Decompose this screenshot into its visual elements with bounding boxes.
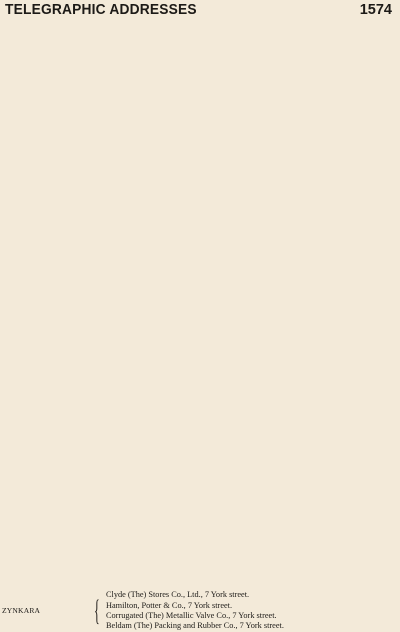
directory-entry — [2, 383, 400, 394]
directory-entry — [2, 469, 400, 480]
directory-entry — [2, 213, 400, 224]
directory-entry — [2, 341, 400, 352]
directory-entry — [2, 298, 400, 309]
directory-entry — [2, 53, 400, 64]
directory-entry — [2, 447, 400, 458]
bracketed-entry-group — [2, 590, 400, 631]
directory-entry — [2, 319, 400, 330]
group-line: Hamilton, Potter & Co., 7 York street. — [106, 600, 233, 610]
directory-entry — [2, 128, 400, 139]
directory-entry — [2, 170, 400, 181]
directory-entry — [2, 202, 400, 213]
directory-entry — [2, 96, 400, 107]
group-line: Clyde (The) Stores Co., Ltd., 7 York street. — [106, 590, 250, 600]
brace-icon: { — [94, 594, 100, 628]
directory-entry — [2, 117, 400, 128]
directory-entry — [2, 437, 400, 448]
directory-entry — [2, 245, 400, 256]
directory-entry — [2, 490, 400, 501]
directory-entry — [2, 160, 400, 171]
directory-entry — [2, 501, 400, 512]
directory-entry — [2, 522, 400, 533]
directory-entry — [2, 32, 400, 43]
directory-entry — [2, 543, 400, 554]
group-line: Corrugated (The) Metallic Valve Co., 7 York street. — [106, 610, 277, 620]
directory-entry — [2, 266, 400, 277]
page-number: 1574 — [359, 2, 392, 18]
address-list — [2, 21, 400, 631]
directory-entry — [2, 287, 400, 298]
directory-entry — [2, 42, 400, 53]
directory-entry — [2, 479, 400, 490]
directory-entry — [2, 330, 400, 341]
group-line: Beldam (The) Packing and Rubber Co., 7 York street. — [106, 621, 284, 631]
directory-entry — [2, 415, 400, 426]
directory-entry — [2, 309, 400, 320]
directory-entry — [2, 426, 400, 437]
directory-entry — [2, 74, 400, 85]
page-header — [0, 0, 400, 22]
directory-entry — [2, 138, 400, 149]
directory-entry — [2, 575, 400, 586]
directory-entry — [2, 85, 400, 96]
directory-entry — [2, 405, 400, 416]
directory-entry — [2, 394, 400, 405]
directory-entry — [2, 181, 400, 192]
directory-entry — [2, 234, 400, 245]
directory-entry — [2, 192, 400, 203]
directory-entry — [2, 21, 400, 32]
telegraphic-code: ZYNKARA — [2, 606, 41, 616]
directory-entry — [2, 64, 400, 75]
directory-entry — [2, 373, 400, 384]
directory-entry — [2, 554, 400, 565]
directory-entry — [2, 564, 400, 575]
page-title: TELEGRAPHIC ADDRESSES — [5, 2, 197, 18]
directory-entry — [2, 458, 400, 469]
directory-entry — [2, 106, 400, 117]
directory-entry — [2, 533, 400, 544]
directory-entry — [2, 149, 400, 160]
directory-entry — [2, 277, 400, 288]
directory-entry — [2, 255, 400, 266]
directory-entry — [2, 223, 400, 234]
directory-entry — [2, 351, 400, 362]
directory-entry — [2, 511, 400, 522]
directory-entry — [2, 362, 400, 373]
